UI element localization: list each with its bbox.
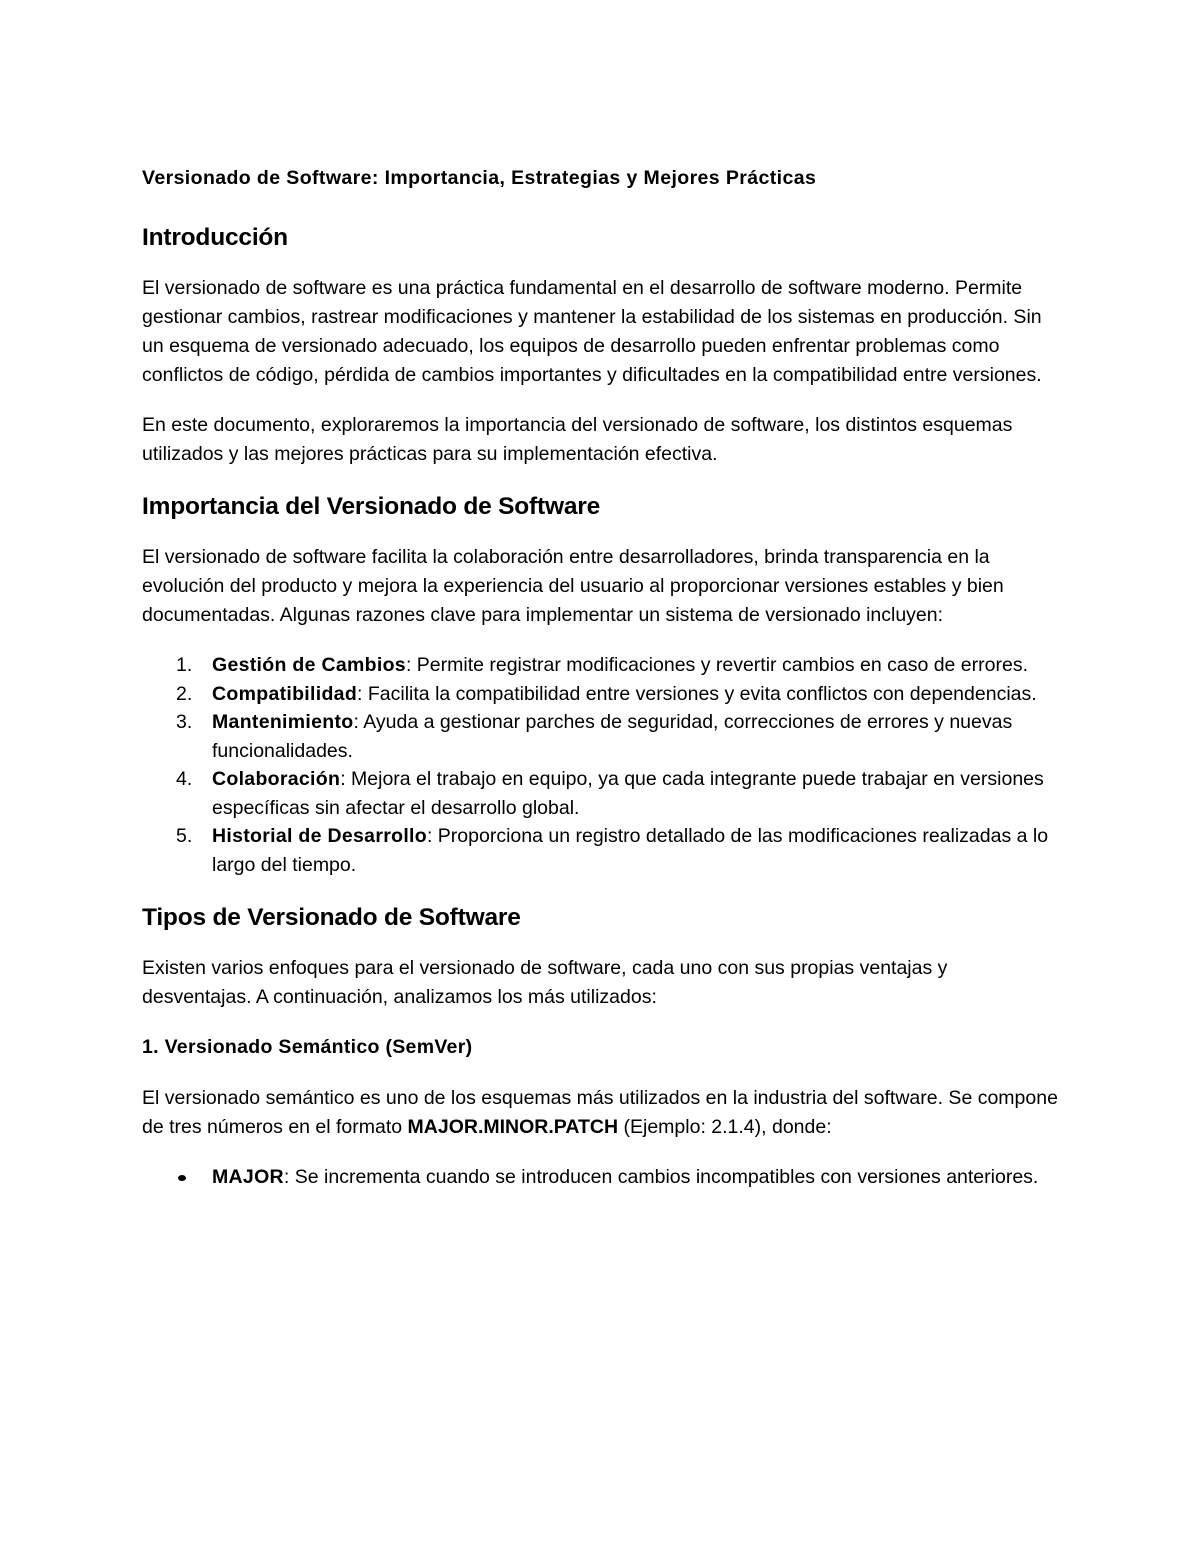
list-item-text: : Mejora el trabajo en equipo, ya que cada integrante puede trabajar en versiones específicas sin afectar el desarrollo global. [212, 768, 1044, 819]
list-item [142, 1163, 1062, 1192]
list-item-term: Gestión de Cambios [212, 654, 406, 676]
list-item-number: 2. [176, 682, 193, 705]
types-heading: Tipos de Versionado de Software [142, 904, 521, 931]
list-item-text: : Permite registrar modificaciones y revertir cambios en caso de errores. [405, 654, 1028, 676]
document-page [142, 164, 1062, 1192]
semver-format: MAJOR.MINOR.PATCH [407, 1116, 619, 1138]
list-item-number: 3. [176, 711, 193, 733]
list-item-text: : Ayuda a gestionar parches de seguridad, correcciones de errores y nuevas funcionalidades. [212, 711, 1013, 762]
list-item [142, 680, 1062, 709]
list-item-number: 1. [176, 654, 193, 676]
semver-text-a: El versionado semántico es uno de los esquemas más utilizados en la industria del software. Se compone de tres números en el formato [142, 1087, 1058, 1138]
semver-paragraph [142, 1084, 1062, 1142]
semver-bullets [142, 1163, 1062, 1192]
list-item [142, 651, 1062, 680]
intro-paragraph-1: El versionado de software es una práctica fundamental en el desarrollo de software moderno. Permite gestionar cambios, rastrear modificaciones y mantener la estabilidad de los sistemas en producción. Sin un esquema de versionado adecuado, los equipos de desarrollo pueden enfrentar problemas como conflictos de código, pérdida de cambios importantes y dificultades en la compatibilidad entre versiones. [142, 277, 1042, 386]
intro-heading: Introducción [142, 224, 288, 251]
list-item-term: Mantenimiento [212, 711, 354, 733]
importance-paragraph: El versionado de software facilita la colaboración entre desarrolladores, brinda transparencia en la evolución del producto y mejora la experiencia del usuario al proporcionar versiones estables y bien documentadas. Algunas razones clave para implementar un sistema de versionado incluyen: [142, 546, 1004, 626]
bullet-text: : Se incrementa cuando se introducen cambios incompatibles con versiones anteriores. [283, 1166, 1039, 1188]
document-title: Versionado de Software: Importancia, Estrategias y Mejores Prácticas [142, 167, 817, 189]
list-item-term: Compatibilidad [212, 682, 358, 705]
types-paragraph: Existen varios enfoques para el versionado de software, cada uno con sus propias ventajas y desventajas. A continuación, analizamos los más utilizados: [142, 957, 948, 1008]
list-item-number: 5. [176, 825, 193, 847]
importance-list [142, 651, 1062, 879]
list-item [142, 765, 1062, 822]
bullet-term: MAJOR [212, 1166, 284, 1188]
importance-heading: Importancia del Versionado de Software [142, 493, 601, 520]
semver-heading: 1. Versionado Semántico (SemVer) [142, 1036, 473, 1058]
list-item [142, 708, 1062, 765]
bullet-icon [178, 1175, 186, 1181]
list-item-term: Historial de Desarrollo [212, 825, 427, 847]
list-item-number: 4. [176, 768, 193, 790]
intro-paragraph-2: En este documento, exploraremos la importancia del versionado de software, los distintos esquemas utilizados y las mejores prácticas para su implementación efectiva. [142, 414, 1013, 465]
list-item-text: : Facilita la compatibilidad entre versiones y evita conflictos con dependencias. [357, 682, 1037, 705]
list-item [142, 822, 1062, 879]
list-item-text: : Proporciona un registro detallado de las modificaciones realizadas a lo largo del tiempo. [212, 825, 1049, 876]
semver-text-c: (Ejemplo: 2.1.4), donde: [618, 1116, 832, 1138]
list-item-term: Colaboración [212, 768, 341, 790]
